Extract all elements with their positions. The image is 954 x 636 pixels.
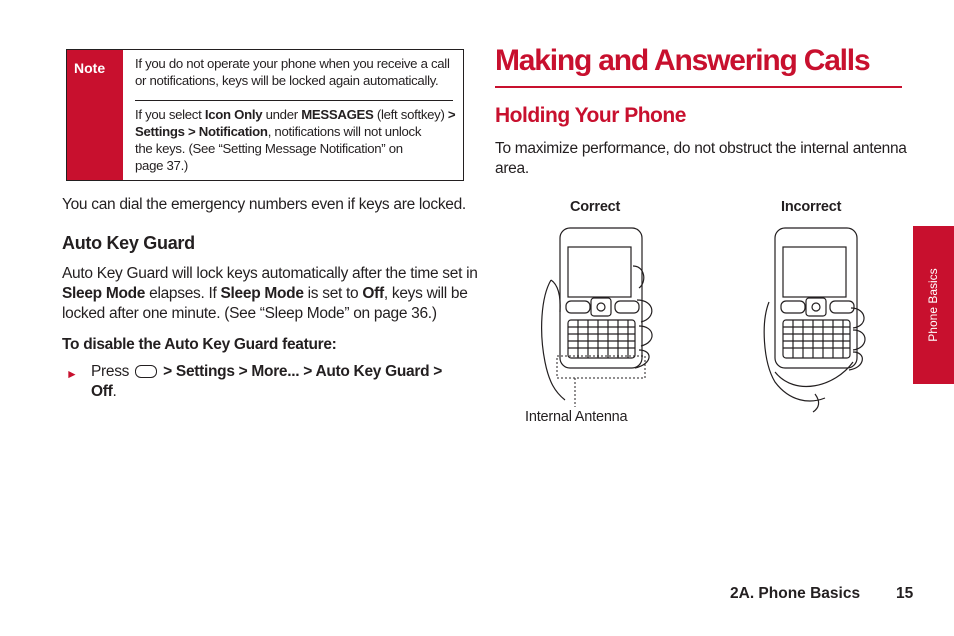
title-rule [495, 86, 902, 88]
footer-section: 2A. Phone Basics [730, 585, 861, 602]
softkey-icon [135, 365, 157, 378]
note-divider [135, 100, 453, 101]
emergency-text: You can dial the emergency numbers even if keys are locked. [62, 196, 466, 213]
procedure-heading: To disable the Auto Key Guard feature: [62, 336, 337, 353]
antenna-label: Internal Antenna [525, 409, 628, 425]
note-paragraph-1: If you do not operate your phone when you receive a call or notifications, keys will be locked again automatically. [135, 56, 450, 88]
correct-holding-illustration [535, 222, 660, 412]
incorrect-label: Incorrect [781, 199, 842, 215]
procedure-step: Press > Settings > More... > Auto Key Guard > Off. [91, 363, 442, 400]
page-title: Making and Answering Calls [495, 44, 870, 77]
note-paragraph-2: If you select Icon Only under MESSAGES (left softkey) > Settings > Notification, notifications will not unlock the keys. (See “Setting Message Notification” on page 37.) [135, 107, 456, 173]
side-tab-label: Phone Basics [926, 268, 940, 342]
correct-label: Correct [570, 199, 621, 215]
page-number: 15 [896, 585, 914, 602]
auto-key-guard-paragraph: Auto Key Guard will lock keys automatically after the time set in Sleep Mode elapses. If Sleep Mode is set to Off, keys will be locked after one minute. (See “Sleep Mode” on page 36.) [62, 265, 478, 322]
section-side-tab [913, 226, 954, 384]
note-label: Note [67, 50, 123, 180]
antenna-paragraph: To maximize performance, do not obstruct the internal antenna area. [495, 140, 907, 177]
incorrect-holding-illustration [755, 222, 880, 417]
auto-key-guard-heading: Auto Key Guard [62, 233, 195, 253]
section-heading: Holding Your Phone [495, 104, 686, 127]
note-box [66, 49, 464, 181]
step-bullet: ► [66, 367, 78, 381]
